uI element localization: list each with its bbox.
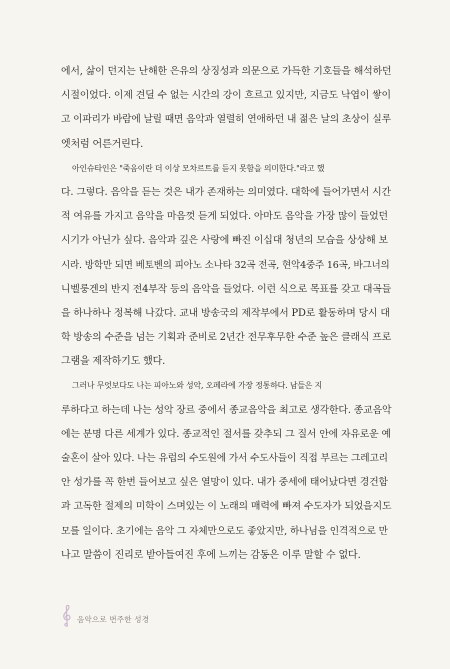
text-line: 모를 일이다. 초기에는 음악 그 자체만으로도 좋았지만, 하나님을 인격적으로 만: [61, 525, 388, 537]
page-footer: [61, 606, 149, 628]
text-line: 학 방송의 수준을 넘는 기획과 준비로 2년간 전무후무한 수준 높은 클래식 프로: [61, 332, 392, 344]
text-line: 시절이었다. 이제 견딜 수 없는 시간의 강이 흐르고 있지만, 지금도 낙엽이 쌓이: [61, 90, 391, 102]
text-line: 에서, 삶이 던지는 난해한 은유의 상징성과 의문으로 가득한 기호들을 해석하던: [61, 66, 392, 77]
text-line: 나고 말씀이 진리로 받아들여진 후에 느끼는 감동은 이루 말할 수 없다.: [61, 549, 361, 561]
text-line: 시라. 방학만 되면 베토벤의 피아노 소나타 32곡 전곡, 현악4중주 16곡, 바그너의: [61, 259, 390, 271]
text-line: 안 성가를 꼭 한번 들어보고 싶은 열망이 있다. 내가 중세에 태어났다면 경건함: [61, 477, 388, 489]
text-line: 루하다고 하는데 나는 성악 장르 중에서 종교음악을 최고로 생각한다. 종교음악: [61, 404, 392, 416]
text-line: 그러나 무엇보다도 나는 피아노와 성악, 오페라에 가장 정통하다. 남들은 지: [72, 381, 323, 391]
text-line: 아인슈타인은 "죽음이란 더 이상 모차르트를 듣지 못함을 의미한다."라고 했: [72, 163, 325, 173]
treble-clef-icon: [61, 604, 73, 628]
book-title-label: 음악으로 번주한 성경: [77, 615, 150, 624]
text-line: 술혼이 살아 있다. 나는 유럽의 수도원에 가서 수도사들이 직접 부르는 그레고리: [61, 453, 388, 464]
text-line: 니벨룽겐의 반지 전4부작 등의 음악을 들었다. 이런 식으로 목표를 갖고 대곡들: [61, 283, 392, 295]
text-line: 고 이파리가 바람에 날릴 때면 음악과 열렬히 연애하던 내 젊은 날의 초상이 실루: [61, 114, 391, 126]
text-line: 그램을 제작하기도 했다.: [61, 356, 166, 368]
text-line: 다. 그렇다. 음악을 듣는 것은 내가 존재하는 의미였다. 대학에 들어가면서 시간: [61, 186, 391, 198]
text-line: 시기가 아닌가 싶다. 음악과 깊은 사랑에 빠진 이십대 청년의 모습을 상상해 보: [61, 235, 388, 247]
body-text: [61, 60, 391, 568]
text-line: 을 하나하나 정복해 나갔다. 교내 방송국의 제작부에서 PD로 활동하며 당시 대: [61, 307, 390, 319]
text-line: 에는 분명 다른 세계가 있다. 종교적인 절서를 갖추되 그 질서 안에 자유로운 예: [61, 428, 391, 440]
text-line: 과 고독한 절제의 미학이 스며있는 이 노래의 매력에 빠져 수도자가 되었을지도: [61, 501, 392, 513]
text-line: 적 여유를 가지고 음악을 마음껏 듣게 되었다. 아마도 음악을 가장 많이 들었던: [61, 211, 388, 223]
text-line: 엣처럼 어른거린다.: [61, 138, 144, 150]
